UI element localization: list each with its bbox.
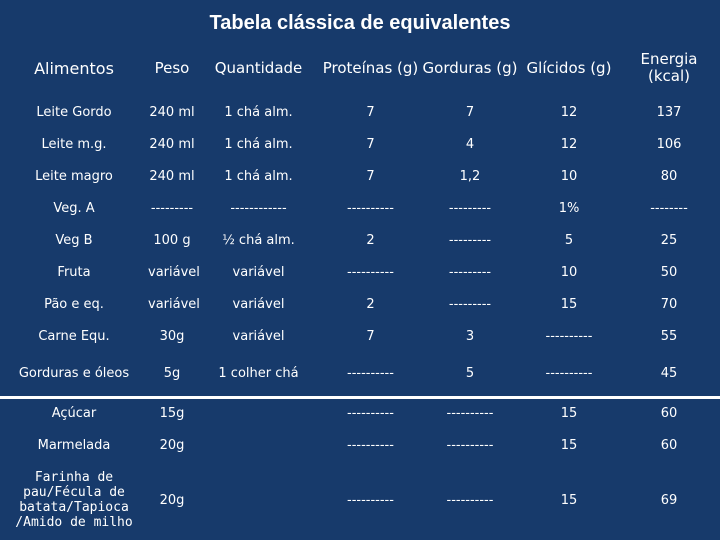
table-cell: Açúcar [0, 397, 148, 429]
table-cell: Marmelada [37, 437, 111, 453]
table-row [0, 320, 720, 352]
table-cell: variável [148, 264, 200, 280]
table-cell: 60 [660, 437, 678, 453]
table-cell: ---------- [347, 492, 394, 508]
table-cell: 15 [560, 492, 578, 508]
table-cell: Leite m.g. [41, 136, 107, 152]
table-cell: 7 [366, 328, 375, 344]
table-cell: 1 chá alm. [224, 104, 293, 120]
table-row [0, 224, 720, 256]
table-cell: 15 [560, 296, 578, 312]
table-cell: 45 [660, 366, 678, 382]
table-cell: 7 [366, 136, 375, 152]
table-cell: Veg B [55, 232, 93, 248]
column-header: Energia (kcal) [640, 50, 698, 85]
table-header-row [0, 40, 720, 96]
table-row [0, 256, 720, 288]
table-cell: 100 g [153, 232, 191, 248]
column-header: Alimentos [34, 58, 114, 78]
table-cell: 12 [560, 104, 578, 120]
table-row [0, 397, 720, 429]
table-cell: ---------- [347, 200, 394, 216]
table-cell: ---------- [446, 492, 494, 508]
table-cell: ---------- [347, 437, 394, 453]
table-cell: 1% [558, 200, 580, 216]
table-cell: 2 [366, 296, 375, 312]
column-header: Peso [154, 58, 190, 77]
table-cell: 15 [520, 397, 618, 429]
table-cell: Farinha de pau/Fécula de batata/Tapioca /Amido de milho [15, 470, 133, 530]
table-cell: 80 [660, 168, 678, 184]
table-cell: variável [232, 328, 285, 344]
table-cell: 60 [618, 397, 720, 429]
table-cell [196, 397, 321, 429]
table-row [0, 160, 720, 192]
table-cell: 12 [560, 136, 578, 152]
table-cell: Gorduras e óleos [18, 366, 130, 382]
table-row [0, 429, 720, 461]
table-cell [196, 461, 321, 539]
table-cell: 10 [560, 264, 578, 280]
table-cell: 1 chá alm. [224, 136, 293, 152]
column-header: Quantidade [214, 58, 303, 77]
table-cell: Carne Equ. [38, 328, 110, 344]
table-cell: Fruta [57, 264, 91, 280]
table-cell: 15g [148, 397, 196, 429]
table-cell: ---------- [446, 437, 494, 453]
table-cell: ---------- [420, 397, 520, 429]
table-cell: 69 [660, 492, 678, 508]
table-cell: ---------- [347, 264, 394, 280]
table-cell: 106 [656, 136, 682, 152]
table-cell: ------------ [230, 200, 287, 216]
table-cell: variável [148, 296, 200, 312]
table-cell: --------- [448, 296, 492, 312]
table-cell: ---------- [321, 397, 420, 429]
table-cell: 5g [163, 366, 181, 382]
table-cell: Leite magro [35, 168, 113, 184]
table-cell: 7 [366, 104, 375, 120]
table-cell: --------- [448, 200, 492, 216]
table-row [0, 96, 720, 128]
table-cell: 20g [159, 492, 185, 508]
table-cell: --------- [448, 232, 492, 248]
table-cell: 240 ml [149, 168, 195, 184]
table-cell: ---------- [545, 366, 593, 382]
column-header: Glícidos (g) [526, 58, 612, 77]
table-cell: 5 [465, 366, 475, 382]
table-row [0, 192, 720, 224]
table-cell: Leite Gordo [36, 104, 112, 120]
table-row [0, 352, 720, 397]
column-header: Gorduras (g) [422, 58, 518, 77]
table-cell: Pão e eq. [44, 296, 104, 312]
table-cell: -------- [650, 200, 688, 216]
table-cell: 240 ml [149, 104, 195, 120]
table-cell: 70 [660, 296, 678, 312]
table-cell: 5 [564, 232, 574, 248]
table-cell: variável [232, 296, 285, 312]
table-cell: 4 [465, 136, 475, 152]
table-cell: --------- [448, 264, 492, 280]
table-row [0, 461, 720, 539]
table-cell: 30g [159, 328, 185, 344]
table-cell: ½ chá alm. [222, 232, 295, 248]
table-cell: 1 colher chá [218, 366, 299, 382]
table-cell: 7 [366, 168, 375, 184]
table-cell: 240 ml [149, 136, 195, 152]
table-cell: 55 [660, 328, 678, 344]
table-cell: 2 [366, 232, 375, 248]
table-cell: 50 [660, 264, 678, 280]
table-cell: 7 [465, 104, 475, 120]
table-cell: 3 [465, 328, 475, 344]
table-cell: 25 [660, 232, 678, 248]
table-row [0, 128, 720, 160]
table-cell: ---------- [545, 328, 593, 344]
table-cell: Veg. A [53, 200, 95, 216]
table-cell: 20g [159, 437, 185, 453]
table-cell: 137 [656, 104, 682, 120]
table-cell [196, 429, 321, 461]
table-cell: 15 [560, 437, 578, 453]
table-cell: 1,2 [459, 168, 481, 184]
table-row [0, 288, 720, 320]
table-cell: 1 chá alm. [224, 168, 293, 184]
table-cell: variável [232, 264, 285, 280]
table-cell: 10 [560, 168, 578, 184]
table-cell: ---------- [347, 366, 394, 382]
column-header: Proteínas (g) [322, 58, 419, 77]
page-title: Tabela clássica de equivalentes [209, 12, 511, 34]
table-cell: --------- [150, 200, 194, 216]
equivalents-table [0, 40, 720, 539]
